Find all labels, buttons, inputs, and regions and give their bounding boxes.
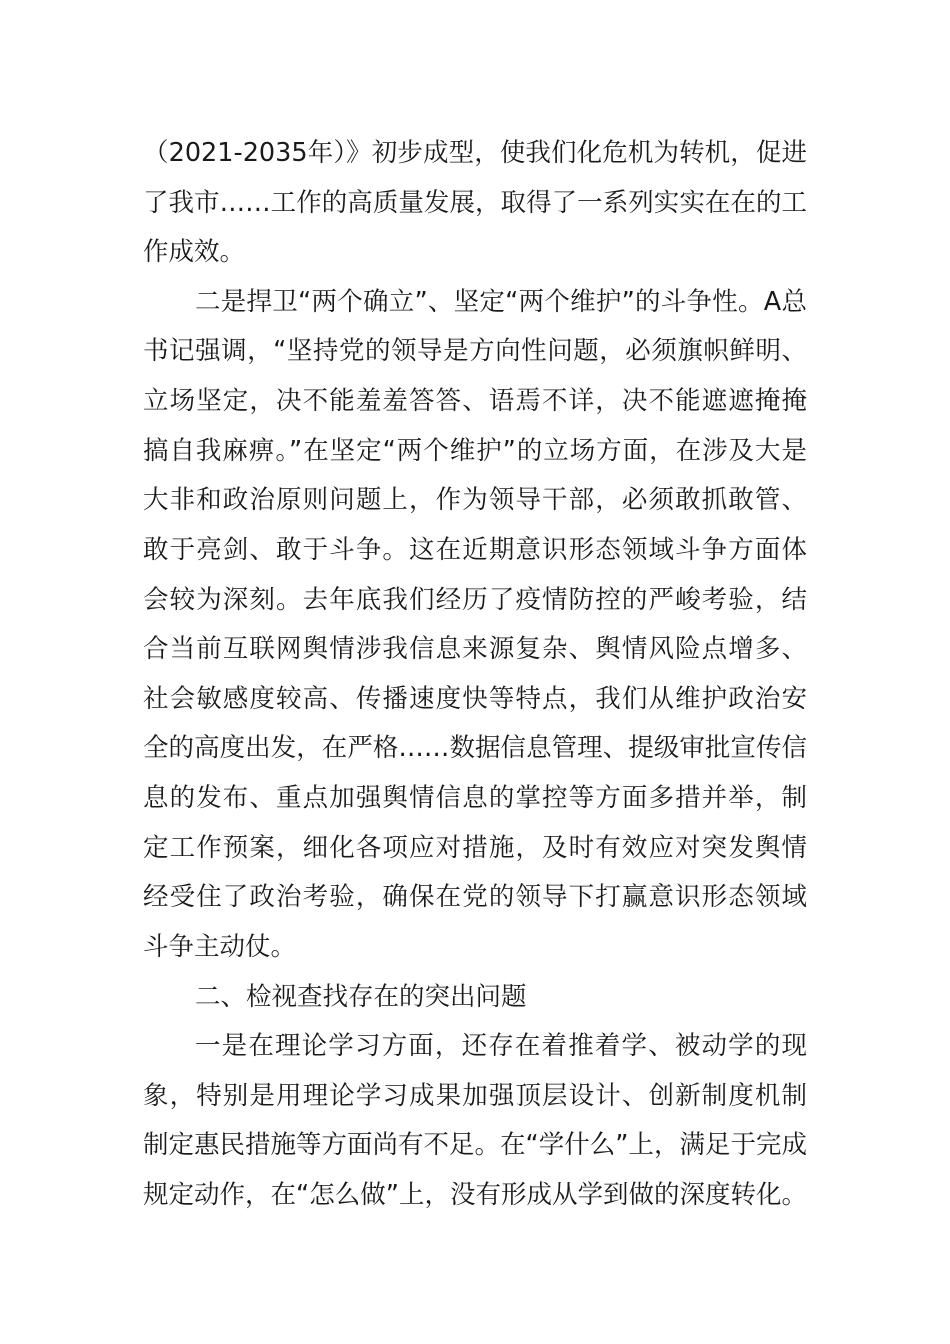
text-line: 定工作预案，细化各项应对措施，及时有效应对突发舆情: [143, 833, 807, 863]
text-line: 全的高度出发，在严格……数据信息管理、提级审批宣传信: [143, 733, 807, 763]
text-line: 规定动作，在“怎么做”上，没有形成从学到做的深度转化。: [143, 1180, 807, 1210]
text-line: 象，特别是用理论学习成果加强顶层设计、创新制度机制: [143, 1081, 807, 1111]
paragraph-first-line: 二是捍卫“两个确立”、坚定“两个维护”的斗争性。A总: [195, 287, 807, 317]
text-line: 制定惠民措施等方面尚有不足。在“学什么”上，满足于完成: [143, 1130, 807, 1160]
text-line: 合当前互联网舆情涉我信息来源复杂、舆情风险点增多、: [143, 634, 807, 664]
text-line: 斗争主动仗。: [143, 932, 297, 962]
text-line: 大非和政治原则问题上，作为领导干部，必须敢抓敢管、: [143, 485, 807, 515]
text-line: 息的发布、重点加强舆情信息的掌控等方面多措并举，制: [143, 783, 807, 813]
text-line: 会较为深刻。去年底我们经历了疫情防控的严峻考验，结: [143, 585, 807, 615]
text-line: 作成效。: [143, 237, 246, 267]
text-line: 书记强调，“坚持党的领导是方向性问题，必须旗帜鲜明、: [143, 336, 807, 366]
section-heading: 二、检视查找存在的突出问题: [195, 982, 527, 1012]
text-line: 社会敏感度较高、传播速度快等特点，我们从维护政治安: [143, 684, 807, 714]
text-line: 搞自我麻痹。”在坚定“两个维护”的立场方面，在涉及大是: [143, 436, 807, 466]
text-line: 经受住了政治考验，确保在党的领导下打赢意识形态领域: [143, 882, 807, 912]
text-line: （2021-2035年）》初步成型，使我们化危机为转机，促进: [143, 138, 807, 168]
text-line: 立场坚定，决不能羞羞答答、语焉不详，决不能遮遮掩掩: [143, 386, 807, 416]
paragraph-first-line: 一是在理论学习方面，还存在着推着学、被动学的现: [195, 1031, 807, 1061]
text-line: 了我市……工作的高质量发展，取得了一系列实实在在的工: [143, 188, 807, 218]
text-line: 敢于亮剑、敢于斗争。这在近期意识形态领域斗争方面体: [143, 535, 807, 565]
